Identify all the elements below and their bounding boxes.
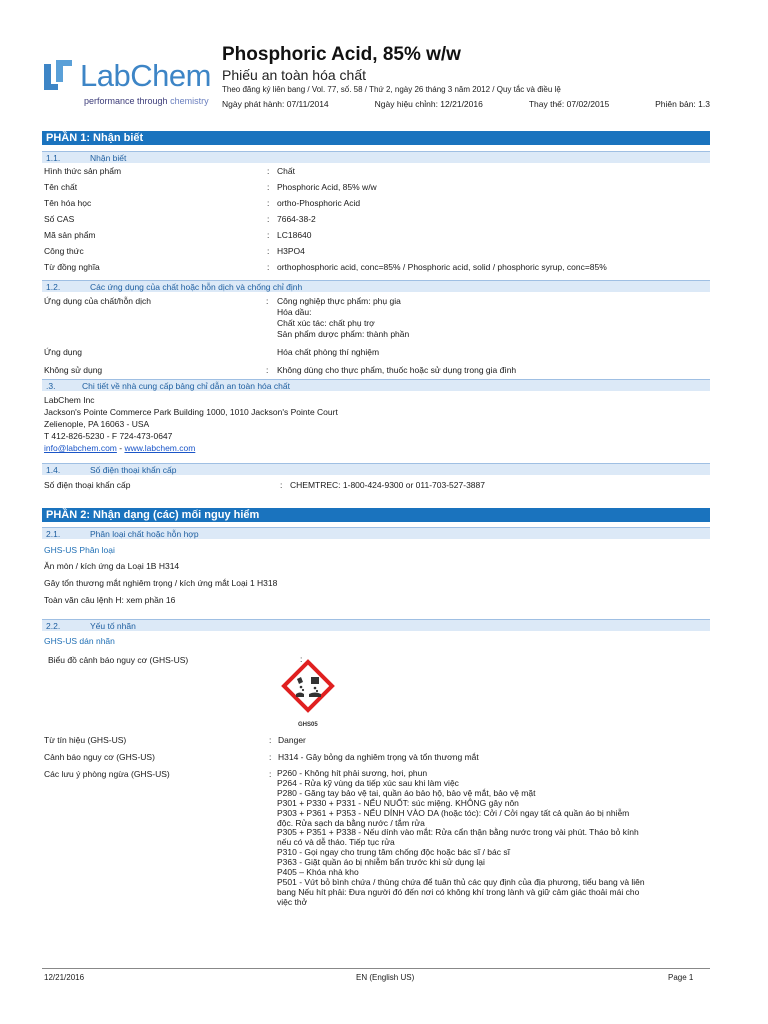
precaution-line: việc thở	[277, 896, 308, 907]
footer-language: EN (English US)	[356, 973, 415, 982]
supplier-name: LabChem Inc	[44, 395, 95, 405]
signal-word-label: Từ tín hiệu (GHS-US)	[44, 735, 127, 745]
corrosion-icon	[281, 659, 335, 713]
regulation-reference: Theo đăng ký liên bang / Vol. 77, số. 58 / Thứ 2, ngày 26 tháng 3 năm 2012 / Quy tắc và điều lệ	[222, 85, 561, 94]
emergency-phone-label: Số điện thoại khẩn cấp	[44, 480, 131, 490]
precautionary-label: Các lưu ý phòng ngừa (GHS-US)	[44, 769, 170, 779]
classification-line-3: Toàn văn câu lệnh H: xem phần 16	[44, 595, 176, 605]
supplier-website-link[interactable]: www.labchem.com	[124, 443, 196, 453]
substance-name-value: Phosphoric Acid, 85% w/w	[277, 182, 377, 192]
hazard-statement-label: Cảnh báo nguy cơ (GHS-US)	[44, 752, 155, 762]
footer-divider	[42, 968, 710, 969]
logo-tagline: performance through chemistry	[84, 96, 209, 106]
precautionary-statements	[277, 769, 707, 908]
precaution-line: độc. Rửa sạch da bằng nước / tắm rửa	[277, 817, 425, 828]
hazard-statement-value: H314 - Gây bỏng da nghiêm trọng và tổn thương mắt	[278, 752, 479, 762]
substance-name-label: Tên chất	[44, 182, 78, 192]
cas-number-label: Số CAS	[44, 214, 75, 224]
application-label: Ứng dụng	[44, 347, 82, 357]
precaution-line: P405 – Khóa nhà kho	[277, 867, 359, 878]
version-number: Phiên bản: 1.3	[655, 99, 710, 109]
supersedes-date: Thay thế: 07/02/2015	[528, 99, 610, 109]
classification-line-2: Gây tổn thương mắt nghiêm trọng / kích ứng mắt Loại 1 H318	[44, 578, 278, 588]
cas-number-value: 7664-38-2	[277, 214, 316, 224]
synonyms-value: orthophosphoric acid, conc=85% / Phosphoric acid, solid / phosphoric syrup, conc=85%	[277, 262, 607, 272]
ghs-labeling-heading: GHS-US dán nhãn	[44, 636, 115, 646]
formula-value: H3PO4	[277, 246, 305, 256]
precaution-line: P501 - Vứt bỏ bình chứa / thùng chứa để tuân thủ các quy định của địa phương, tiểu bang và liên	[277, 876, 645, 887]
labchem-logo-mark-icon	[44, 60, 74, 94]
subsection-1-2: 1.2. Các ứng dụng của chất hoặc hỗn dịch và chống chỉ định	[42, 280, 710, 292]
synonyms-label: Từ đồng nghĩa	[44, 262, 100, 272]
supplier-email-link[interactable]: info@labchem.com	[44, 443, 117, 453]
not-for-use-label: Không sử dụng	[44, 365, 103, 375]
section-1-header: PHẦN 1: Nhận biết	[42, 131, 710, 145]
application-value: Hóa chất phòng thí nghiệm	[277, 347, 380, 357]
product-form-value: Chất	[277, 166, 295, 176]
pictogram-label: Biểu đồ cảnh báo nguy cơ (GHS-US)	[48, 655, 189, 665]
supplier-phone: T 412-826-5230 - F 724-473-0647	[44, 431, 173, 441]
footer-date: 12/21/2016	[44, 973, 85, 982]
revision-date: Ngày hiệu chỉnh: 12/21/2016	[374, 99, 483, 109]
labchem-logo	[44, 58, 222, 108]
precaution-line: P260 - Không hít phải sương, hơi, phun	[277, 768, 428, 778]
precaution-line: P264 - Rửa kỹ vùng da tiếp xúc sau khi làm việc	[277, 777, 459, 788]
uses-label: Ứng dụng của chất/hỗn dịch	[44, 296, 151, 306]
document-title: Phosphoric Acid, 85% w/w	[222, 44, 461, 65]
emergency-phone-value: CHEMTREC: 1-800-424-9300 or 011-703-527-3887	[290, 480, 485, 490]
uses-value-1: Công nghiệp thực phẩm: phụ gia	[277, 296, 401, 306]
subsection-1-3: .3. Chi tiết về nhà cung cấp bảng chỉ dẫn an toàn hóa chất	[42, 379, 710, 391]
not-for-use-value: Không dùng cho thực phẩm, thuốc hoặc sử dụng trong gia đình	[277, 365, 517, 375]
precaution-line: P303 + P361 + P353 - NẾU DÍNH VÀO DA (hoặc tóc): Cởi / Cởi ngay tất cả quần áo bị nhiễm	[277, 807, 630, 818]
section-2-header: PHẦN 2: Nhận dạng (các) mối nguy hiểm	[42, 508, 710, 522]
supplier-contacts: info@labchem.com - www.labchem.com	[44, 443, 196, 453]
uses-value-2: Hóa dầu:	[277, 307, 312, 317]
subsection-2-1: 2.1. Phân loại chất hoặc hỗn hợp	[42, 527, 710, 539]
ghs-classification-heading: GHS-US Phân loại	[44, 545, 115, 555]
precaution-line: P280 - Găng tay bảo vệ tai, quần áo bảo hộ, bảo vệ mắt, bảo vệ mặt	[277, 787, 536, 798]
formula-label: Công thức	[44, 246, 84, 256]
precaution-line: P363 - Giặt quần áo bị nhiễm bẩn trước khi sử dụng lại	[277, 857, 485, 868]
uses-value-4: Sản phẩm dược phẩm: thành phần	[277, 329, 410, 339]
supplier-city: Zelienople, PA 16063 - USA	[44, 419, 150, 429]
subsection-1-1: 1.1. Nhận biết	[42, 151, 710, 163]
pictogram-caption: GHS05	[298, 722, 318, 728]
footer-page-number: Page 1	[668, 973, 694, 982]
uses-value-3: Chất xúc tác: chất phụ trợ	[277, 318, 375, 328]
chemical-name-label: Tên hóa học	[44, 198, 92, 208]
precaution-line: P301 + P330 + P331 - NẾU NUỐT: súc miệng. KHÔNG gây nôn	[277, 797, 519, 808]
precaution-line: bang Nếu hít phải: Đưa người đó đến nơi có không khí trong lành và giữ cảm giác thoải mái cho	[277, 886, 640, 897]
logo-wordmark: LabChem	[80, 58, 211, 93]
precaution-line: nếu có và dễ tháo. Tiếp tục rửa	[277, 837, 395, 848]
supplier-address: Jackson's Pointe Commerce Park Building 1000, 1010 Jackson's Pointe Court	[44, 407, 338, 417]
document-subtitle: Phiếu an toàn hóa chất	[222, 67, 367, 83]
precaution-line: P305 + P351 + P338 - Nếu dính vào mắt: Rửa cẩn thận bằng nước trong vài phút. Tháo bỏ kính	[277, 827, 639, 838]
product-code-value: LC18640	[277, 230, 312, 240]
document-meta	[222, 99, 710, 109]
classification-line-1: Ăn mòn / kích ứng da Loại 1B H314	[44, 561, 180, 571]
product-form-label: Hình thức sản phẩm	[44, 166, 122, 176]
subsection-1-4: 1.4. Số điện thoại khẩn cấp	[42, 463, 710, 475]
product-code-label: Mã sản phẩm	[44, 230, 96, 240]
subsection-2-2: 2.2. Yếu tố nhãn	[42, 619, 710, 631]
chemical-name-value: ortho-Phosphoric Acid	[277, 198, 361, 208]
issue-date: Ngày phát hành: 07/11/2014	[222, 99, 329, 109]
signal-word-value: Danger	[278, 735, 306, 745]
precaution-line: P310 - Gọi ngay cho trung tâm chống độc hoặc bác sĩ / bác sĩ	[277, 847, 510, 858]
